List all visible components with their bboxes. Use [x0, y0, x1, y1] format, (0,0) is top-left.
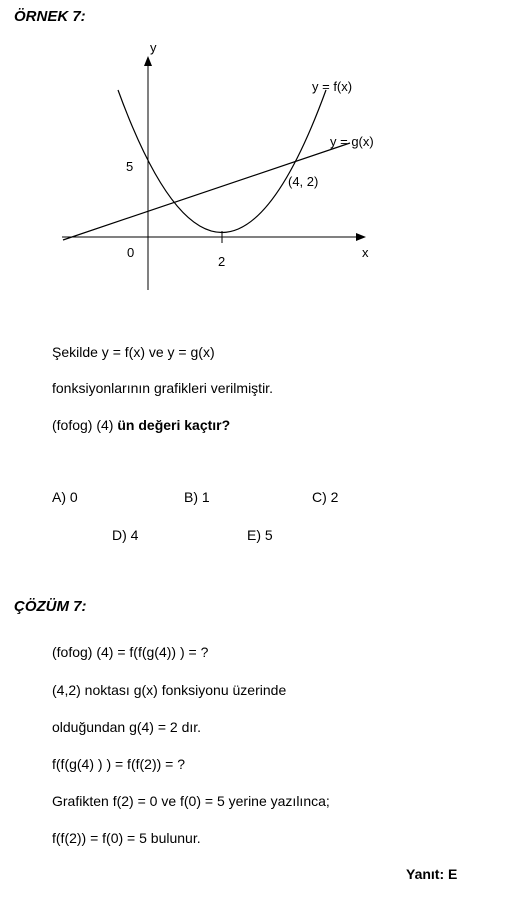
- solution-heading: ÇÖZÜM 7:: [14, 598, 87, 615]
- solution-line-6: f(f(2)) = f(0) = 5 bulunur.: [52, 830, 201, 846]
- y-axis-label: y: [150, 40, 157, 55]
- answer-label: Yanıt: E: [406, 866, 458, 882]
- option-e: E) 5: [247, 527, 273, 543]
- solution-line-4: f(f(g(4) ) ) = f(f(2)) = ?: [52, 756, 186, 772]
- solution-line-1: (fofog) (4) = f(f(g(4)) ) = ?: [52, 644, 209, 660]
- question-expression: (fofog) (4): [52, 417, 118, 433]
- option-d: D) 4: [112, 527, 139, 543]
- y-tick-label-5: 5: [126, 159, 134, 174]
- intersection-point-label: (4, 2): [288, 174, 319, 189]
- f-label: y = f(x): [312, 79, 353, 94]
- option-b: B) 1: [184, 489, 210, 505]
- g-line: [63, 143, 350, 240]
- x-axis-arrow: [356, 233, 366, 241]
- question-line-3: [52, 417, 230, 433]
- option-a: A) 0: [52, 489, 78, 505]
- g-label: y = g(x): [330, 134, 374, 149]
- solution-line-5: Grafikten f(2) = 0 ve f(0) = 5 yerine yazılınca;: [52, 793, 330, 809]
- question-line-2: fonksiyonlarının grafikleri verilmiştir.: [52, 380, 273, 396]
- origin-label: 0: [127, 245, 135, 260]
- y-axis-arrow: [144, 56, 152, 66]
- solution-line-3: olduğundan g(4) = 2 dır.: [52, 719, 202, 735]
- x-tick-label-2: 2: [218, 254, 226, 269]
- function-graph: [0, 0, 530, 300]
- question-prompt: ün değeri kaçtır?: [117, 417, 231, 433]
- example-heading: ÖRNEK 7:: [14, 8, 86, 25]
- option-c: C) 2: [312, 489, 339, 505]
- question-line-1: Şekilde y = f(x) ve y = g(x): [52, 344, 215, 360]
- solution-line-2: (4,2) noktası g(x) fonksiyonu üzerinde: [52, 682, 287, 698]
- x-axis-label: x: [362, 245, 369, 260]
